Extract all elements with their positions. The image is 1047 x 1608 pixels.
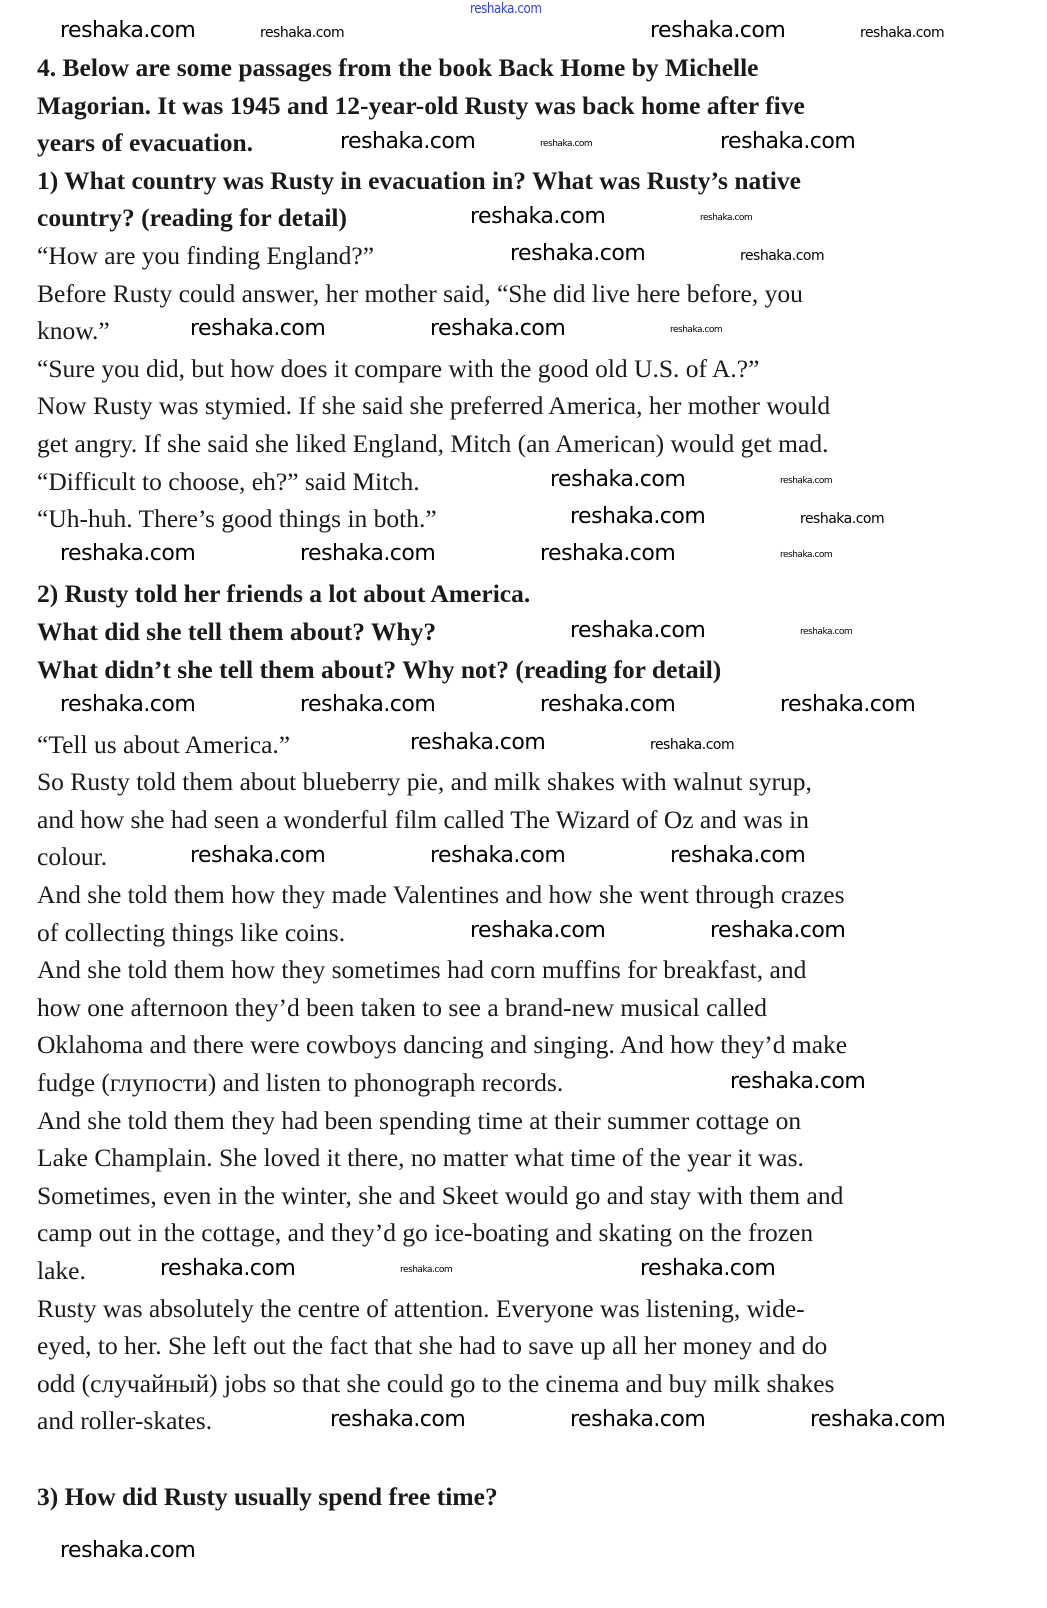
passage-line: [37, 1440, 1037, 1478]
question-line: 3) How did Rusty usually spend free time?: [37, 1481, 498, 1511]
question-line: 4. Below are some passages from the book Back Home by Michelle: [37, 53, 759, 82]
passage-line: fudge (глупости) and listen to phonograph records.: [37, 1068, 564, 1098]
watermark: reshaka.com: [570, 1407, 706, 1432]
passage-line: camp out in the cottage, and they’d go ice-boating and skating on the frozen: [37, 1218, 814, 1248]
document-body: [37, 49, 1037, 1515]
watermark: reshaka.com: [650, 737, 735, 753]
passage-line: Rusty was absolutely the centre of attention. Everyone was listening, wide-: [37, 1293, 805, 1323]
passage-line: Before Rusty could answer, her mother said, “She did live here before, you: [37, 278, 803, 308]
watermark: reshaka.com: [570, 504, 706, 529]
watermark: reshaka.com: [400, 1265, 453, 1275]
watermark: reshaka.com: [800, 627, 853, 637]
question-line: What didn’t she tell them about? Why not? (reading for detail): [37, 654, 722, 684]
passage-line: lake.: [37, 1256, 86, 1285]
watermark: reshaka.com: [300, 692, 436, 717]
watermark: reshaka.com: [650, 18, 786, 43]
watermark: reshaka.com: [300, 541, 436, 566]
passage-line: how one afternoon they’d been taken to see a brand-new musical called: [37, 992, 767, 1022]
watermark: reshaka.com: [670, 843, 806, 868]
watermark: reshaka.com: [720, 129, 856, 154]
watermark: reshaka.com: [470, 1, 542, 17]
passage-line: get angry. If she said she liked England, Mitch (an American) would get mad.: [37, 428, 829, 458]
watermark: reshaka.com: [700, 213, 753, 223]
watermark: reshaka.com: [740, 248, 825, 264]
watermark: reshaka.com: [570, 618, 706, 643]
watermark: reshaka.com: [550, 467, 686, 492]
watermark: reshaka.com: [730, 1069, 866, 1094]
passage-line: “Uh-huh. There’s good things in both.”: [37, 504, 437, 534]
question-line: What did she tell them about? Why?: [37, 616, 437, 646]
watermark: reshaka.com: [710, 918, 846, 943]
watermark: reshaka.com: [470, 204, 606, 229]
watermark: reshaka.com: [60, 1538, 196, 1563]
watermark: reshaka.com: [330, 1407, 466, 1432]
passage-line: of collecting things like coins.: [37, 917, 346, 947]
question-line: 1) What country was Rusty in evacuation in? What was Rusty’s native: [37, 165, 801, 195]
watermark: reshaka.com: [60, 692, 196, 717]
watermark: reshaka.com: [540, 139, 593, 149]
watermark: reshaka.com: [640, 1256, 776, 1281]
passage-line: and how she had seen a wonderful film called The Wizard of Oz and was in: [37, 804, 809, 834]
question-line: years of evacuation.: [37, 128, 254, 158]
watermark: reshaka.com: [60, 541, 196, 566]
watermark: reshaka.com: [670, 325, 723, 335]
question-line: 2) Rusty told her friends a lot about America.: [37, 579, 531, 609]
passage-line: Sometimes, even in the winter, she and Skeet would go and stay with them and: [37, 1180, 844, 1210]
watermark: reshaka.com: [190, 843, 326, 868]
passage-line: And she told them how they sometimes had corn muffins for breakfast, and: [37, 955, 807, 985]
question-line: Magorian. It was 1945 and 12-year-old Rusty was back home after five: [37, 90, 805, 120]
passage-line: So Rusty told them about blueberry pie, and milk shakes with walnut syrup,: [37, 767, 812, 797]
watermark: reshaka.com: [810, 1407, 946, 1432]
watermark: reshaka.com: [190, 316, 326, 341]
watermark: reshaka.com: [800, 511, 885, 527]
passage-line: know.”: [37, 316, 110, 346]
watermark: reshaka.com: [160, 1256, 296, 1281]
watermark: reshaka.com: [540, 541, 676, 566]
passage-line: “Tell us about America.”: [37, 729, 291, 759]
passage-line: eyed, to her. She left out the fact that she had to save up all her money and do: [37, 1331, 828, 1361]
passage-line: Lake Champlain. She loved it there, no matter what time of the year it was.: [37, 1143, 804, 1173]
watermark: reshaka.com: [540, 692, 676, 717]
passage-line: Now Rusty was stymied. If she said she preferred America, her mother would: [37, 391, 831, 421]
watermark: reshaka.com: [510, 241, 646, 266]
passage-line: And she told them how they made Valentines and how she went through crazes: [37, 880, 845, 910]
watermark: reshaka.com: [340, 129, 476, 154]
passage-line: “How are you finding England?”: [37, 240, 375, 270]
watermark: reshaka.com: [860, 25, 945, 41]
passage-line: And she told them they had been spending time at their summer cottage on: [37, 1105, 802, 1135]
watermark: reshaka.com: [410, 730, 546, 755]
passage-line: odd (случайный) jobs so that she could go to the cinema and buy milk shakes: [37, 1368, 835, 1398]
passage-line: colour.: [37, 842, 108, 872]
passage-line: “Sure you did, but how does it compare with the good old U.S. of A.?”: [37, 353, 760, 383]
question-line: country? (reading for detail): [37, 203, 347, 233]
watermark: reshaka.com: [780, 550, 833, 560]
watermark: reshaka.com: [430, 843, 566, 868]
watermark: reshaka.com: [260, 25, 345, 41]
watermark: reshaka.com: [470, 918, 606, 943]
passage-line: “Difficult to choose, eh?” said Mitch.: [37, 466, 420, 496]
passage-line: Oklahoma and there were cowboys dancing and singing. And how they’d make: [37, 1030, 848, 1060]
watermark: reshaka.com: [60, 18, 196, 43]
passage-line: and roller-skates.: [37, 1406, 213, 1436]
watermark: reshaka.com: [780, 692, 916, 717]
watermark: reshaka.com: [430, 316, 566, 341]
watermark: reshaka.com: [780, 476, 833, 486]
